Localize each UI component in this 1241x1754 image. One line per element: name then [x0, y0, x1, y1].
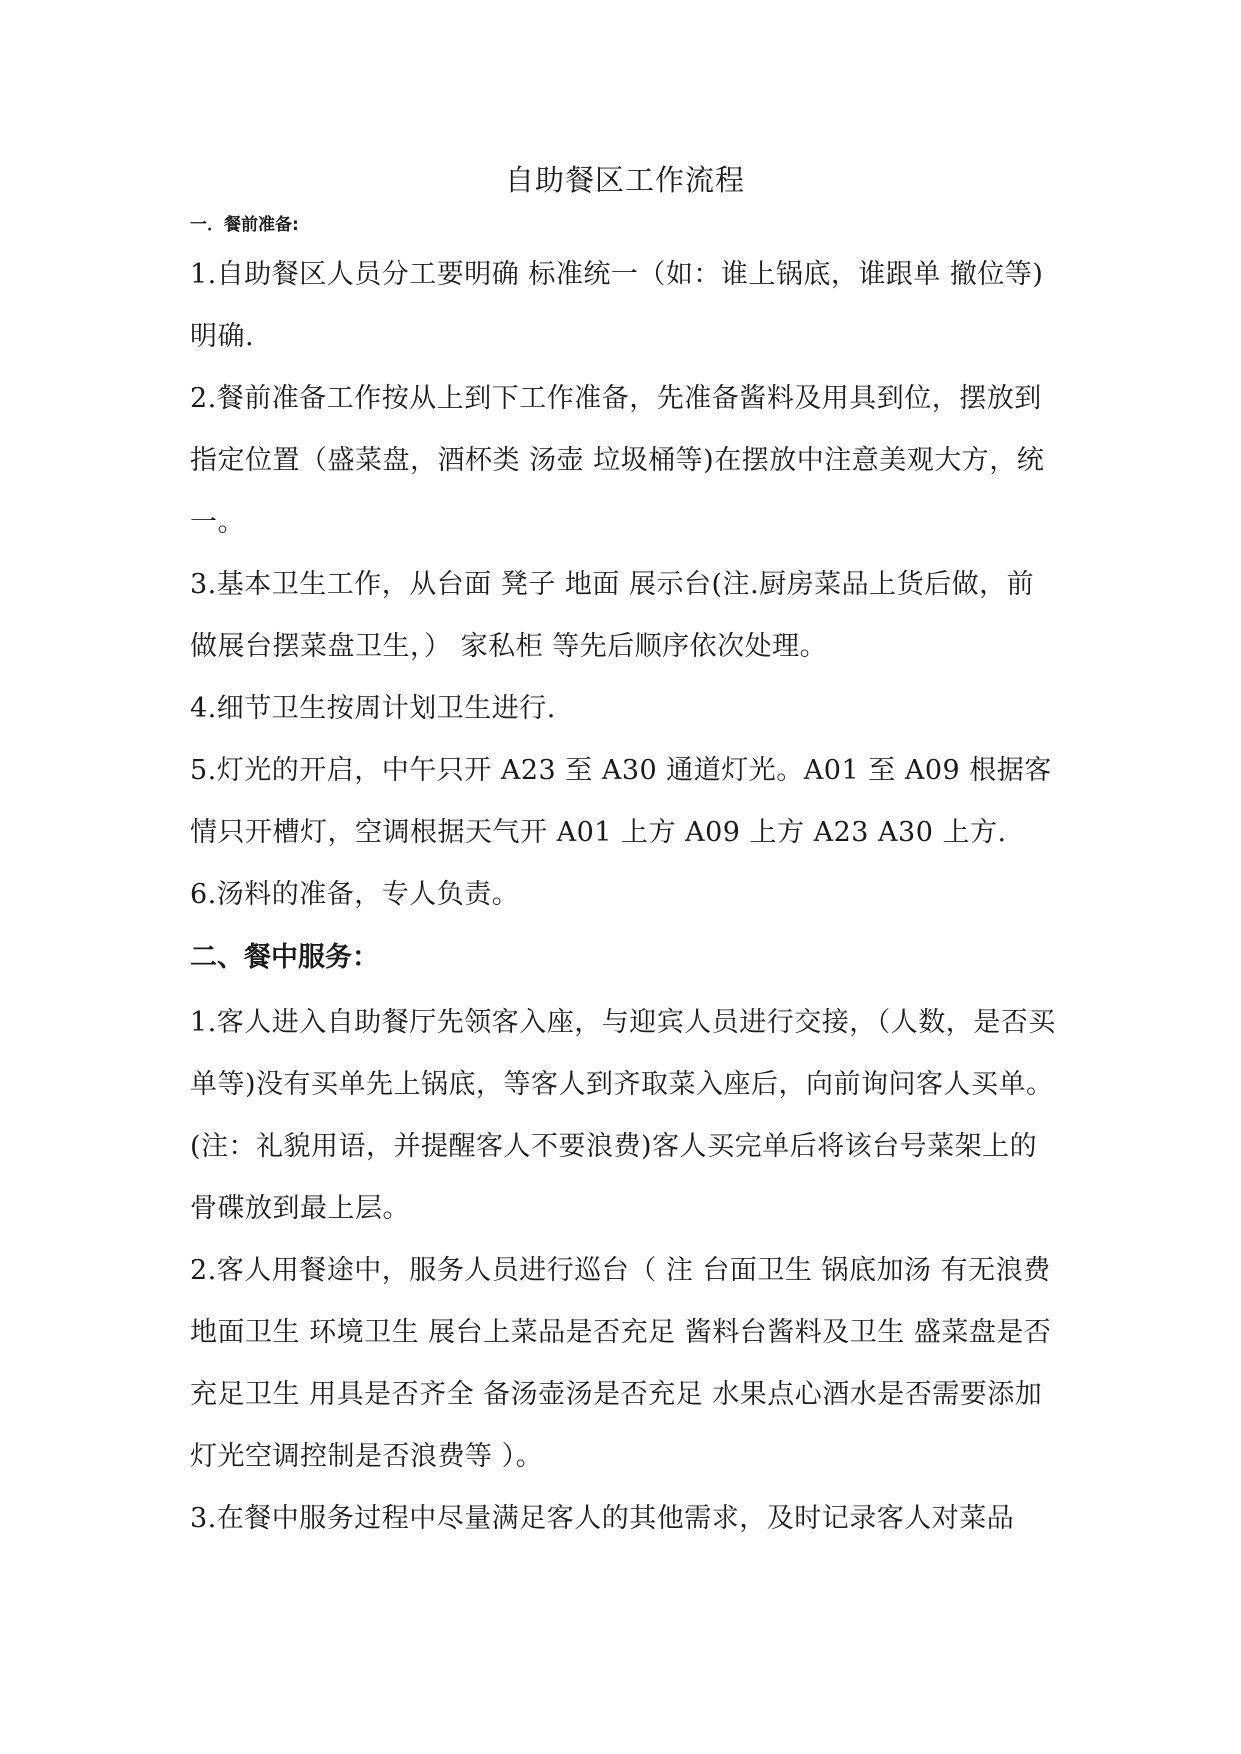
paragraph: 2.餐前准备工作按从上到下工作准备，先准备酱料及用具到位，摆放到指定位置（盛菜盘，酒杯类 汤壶 垃圾桶等)在摆放中注意美观大方，统一。 — [190, 383, 1045, 538]
paragraph: 5.灯光的开启，中午只开 A23 至 A30 通道灯光。A01 至 A09 根据客情只开槽灯，空调根据天气开 A01 上方 A09 上方 A23 A30 上方. — [190, 755, 1052, 848]
paragraph: 3.基本卫生工作，从台面 凳子 地面 展示台(注.厨房菜品上货后做，前做展台摆菜盘卫生，） 家私柜 等先后顺序依次处理。 — [190, 569, 1035, 662]
document-page — [190, 160, 1060, 1550]
paragraph: 1.客人进入自助餐厅先领客入座，与迎宾人员进行交接，（人数，是否买单等)没有买单先上锅底，等客人到齐取菜入座后，向前询问客人买单。(注：礼貌用语，并提醒客人不要浪费)客人买完单后将该台号菜架上的骨碟放到最上层。 — [190, 1007, 1056, 1224]
paragraph: 4.细节卫生按周计划卫生进行. — [190, 693, 556, 724]
document-title: 自助餐区工作流程 — [504, 163, 745, 197]
paragraph: 6.汤料的准备，专人负责。 — [190, 879, 520, 910]
paragraph: 1.自助餐区人员分工要明确 标准统一（如：谁上锅底，谁跟单 撤位等)明确. — [190, 259, 1044, 352]
paragraph: 2.客人用餐途中，服务人员进行巡台（ 注 台面卫生 锅底加汤 有无浪费 地面卫生 环境卫生 展台上菜品是否充足 酱料台酱料及卫生 盛菜盘是否充足卫生 用具是否齐全 备汤壶汤是否充足 水果点心酒水是否需要添加 灯光空调控制是否浪费等 ）。 — [190, 1255, 1052, 1472]
section-heading-service: 二、餐中服务： — [190, 942, 379, 973]
section-heading-pre-meal: 一．餐前准备: — [190, 215, 299, 235]
paragraph: 3.在餐中服务过程中尽量满足客人的其他需求，及时记录客人对菜品 — [190, 1503, 1015, 1534]
